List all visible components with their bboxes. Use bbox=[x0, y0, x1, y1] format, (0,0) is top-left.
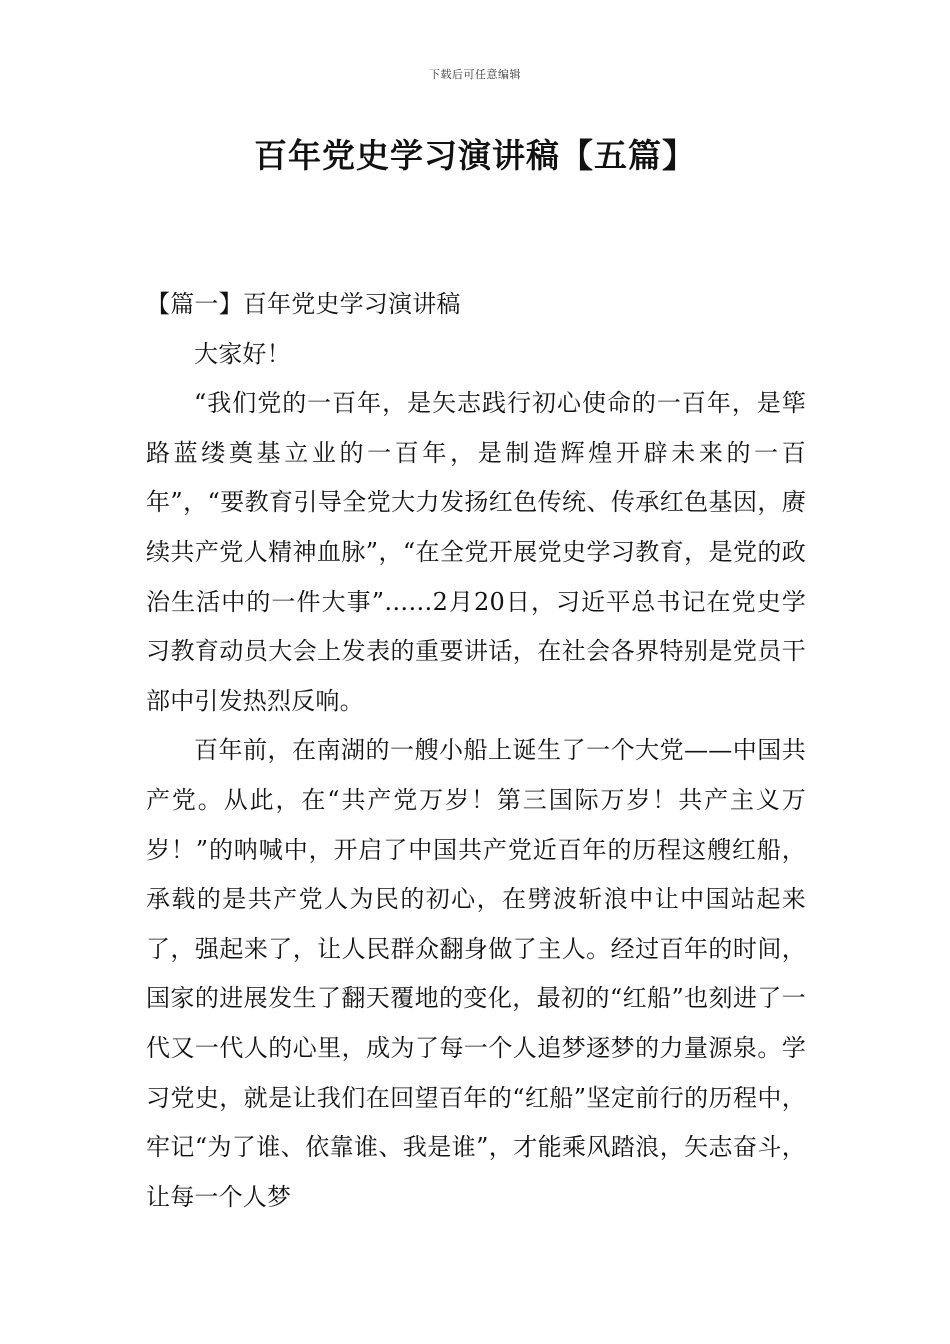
greeting: 大家好！ bbox=[194, 339, 291, 368]
paragraph: 百年前，在南湖的一艘小船上诞生了一个大党——中国共产党。从此，在“共产党万岁！第三国际万岁！共产主义万岁！”的呐喊中，开启了中国共产党近百年的历程这艘红船，承载的是共产党人为民的初心，在劈波斩浪中让中国站起来了，强起来了，让人民群众翻身做了主人。经过百年的时间，国家的进展发生了翻天覆地的变化，最初的“红船”也刻进了一代又一代人的心里，成为了每一个人追梦逐梦的力量源泉。学习党史，就是让我们在回望百年的“红船”坚定前行的历程中，牢记“为了谁、依靠谁、我是谁”，才能乘风踏浪，矢志奋斗，让每一个人梦 bbox=[146, 736, 806, 1211]
section-heading: 【篇一】百年党史学习演讲稿 bbox=[146, 290, 461, 318]
document-title: 百年党史学习演讲稿【五篇】 bbox=[254, 136, 696, 175]
header-note: 下载后可任意编辑 bbox=[429, 68, 521, 81]
document-body bbox=[146, 280, 806, 1222]
paragraph: “我们党的一百年，是矢志践行初心使命的一百年，是筚路蓝缕奠基立业的一百年，是制造辉煌开辟未来的一百年”，“要教育引导全党大力发扬红色传统、传承红色基因，赓续共产党人精神血脉”，“在全党开展党史学习教育，是党的政治生活中的一件大事”……2月20日，习近平总书记在党史学习教育动员大会上发表的重要讲话，在社会各界特别是党员干部中引发热烈反响。 bbox=[146, 389, 806, 715]
